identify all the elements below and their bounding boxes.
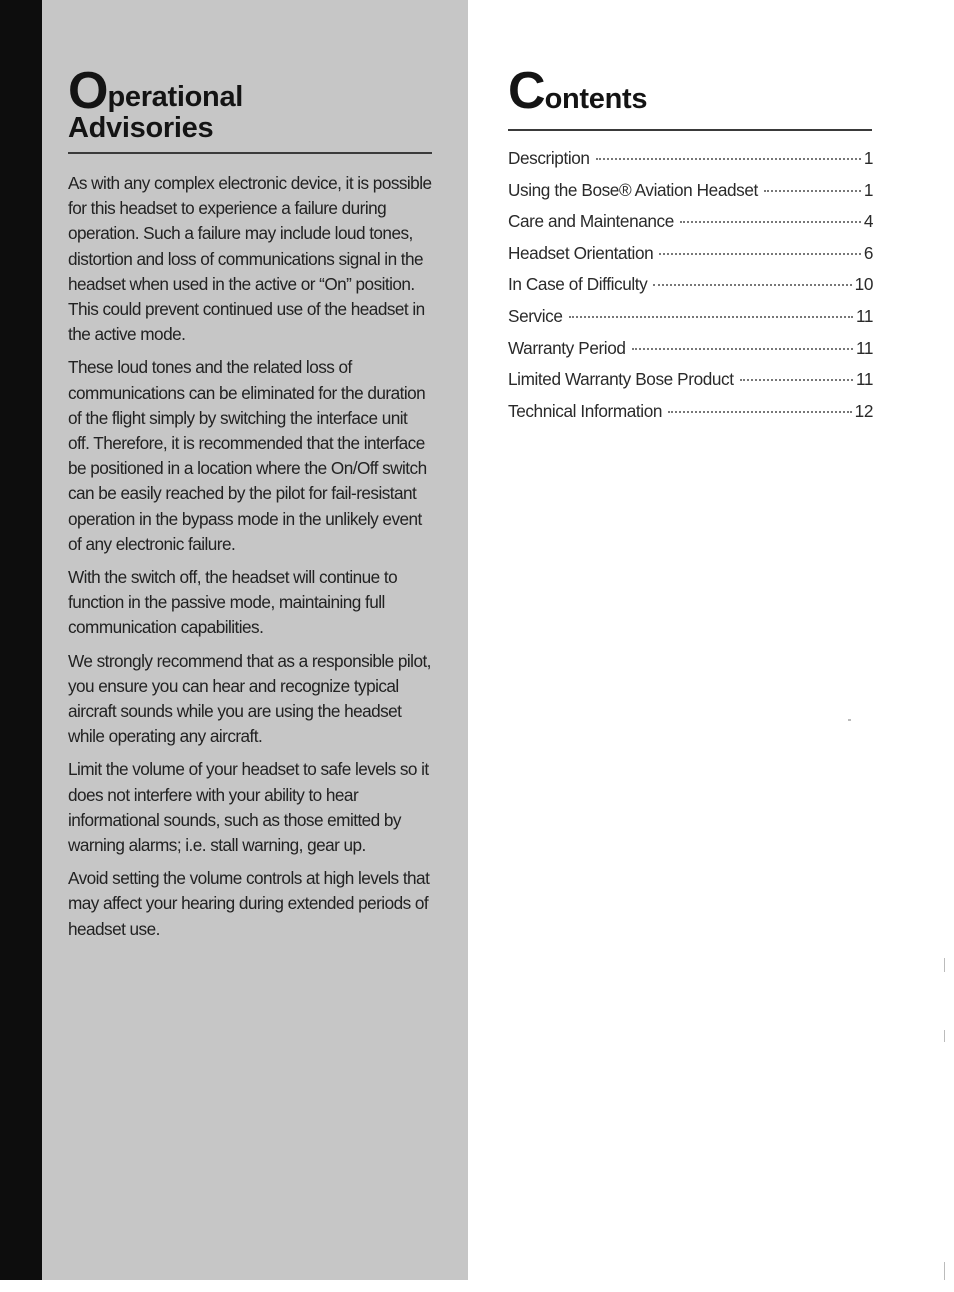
- advisory-paragraph: With the switch off, the headset will continue to function in the passive mode, maintaining full communication capabilities.: [68, 567, 398, 638]
- advisories-heading-rest: perational: [107, 81, 244, 113]
- toc-entry[interactable]: [508, 306, 873, 338]
- contents-heading-initial: C: [508, 62, 545, 120]
- advisory-paragraph: Avoid setting the volume controls at high levels that may affect your hearing during extended periods of headset use.: [68, 868, 430, 939]
- toc-entry[interactable]: [508, 274, 873, 306]
- toc-entry-page: 11: [855, 337, 873, 358]
- toc-leader-dots: [740, 379, 853, 381]
- toc-leader-dots: [596, 158, 861, 160]
- toc-entry-title: Using the Bose® Aviation Headset: [508, 179, 758, 200]
- toc-entry[interactable]: [508, 148, 873, 180]
- advisories-body: [68, 171, 432, 942]
- advisory-paragraph: We strongly recommend that as a responsible pilot, you ensure you can hear and recognize typical aircraft sounds while you are using the headset while operating any aircraft.: [68, 650, 431, 747]
- toc-entry[interactable]: [508, 180, 873, 212]
- toc-entry-title: Care and Maintenance: [508, 211, 674, 232]
- toc-entry-page: 6: [863, 242, 873, 263]
- contents-heading-line: [508, 62, 873, 120]
- scan-mark: [848, 719, 851, 721]
- toc-leader-dots: [659, 253, 861, 255]
- contents-heading: [508, 62, 873, 120]
- advisory-paragraph: These loud tones and the related loss of communications can be eliminated for the duration of the flight simply by switching the interface unit off. Therefore, it is recommended that the interface be positioned in a location where the On/Off switch can be easily reached by the pilot for fail-resistant operation in the bypass mode in the unlikely event of any electronic failure.: [68, 357, 427, 554]
- scan-mark: [944, 958, 945, 972]
- black-edge-bar: [0, 0, 42, 1280]
- advisories-heading-line2: Advisories: [68, 112, 214, 144]
- advisory-paragraph: As with any complex electronic device, it is possible for this headset to experience a failure during operation. Such a failure may include loud tones, distortion and loss of communications signal in the headset when used in the active or “On” position. This could prevent continued use of the headset in the active mode.: [68, 173, 432, 345]
- contents-divider: [508, 129, 872, 131]
- scan-mark: [944, 1262, 945, 1280]
- toc-entry[interactable]: [508, 211, 873, 243]
- toc-entry-title: Warranty Period: [508, 337, 626, 358]
- advisories-heading: [68, 62, 432, 144]
- toc-entry-page: 12: [854, 400, 873, 421]
- toc-leader-dots: [764, 190, 861, 192]
- toc-entry-title: Technical Information: [508, 400, 663, 421]
- toc-entry-page: 11: [855, 305, 873, 326]
- toc-leader-dots: [680, 221, 861, 223]
- toc-entry[interactable]: [508, 369, 873, 401]
- toc-entry-title: Service: [508, 305, 563, 326]
- advisory-paragraph: Limit the volume of your headset to safe levels so it does not interfere with your ability to hear informational sounds, such as those emitted by warning alarms; i.e. stall warning, gear up.: [68, 759, 429, 856]
- scan-mark: [944, 1030, 945, 1042]
- advisories-divider: [68, 152, 432, 154]
- toc-entry-title: Limited Warranty Bose Product: [508, 369, 734, 390]
- toc-entry-page: 1: [863, 148, 873, 168]
- toc-entry-page: 4: [863, 211, 873, 232]
- contents-list: [508, 148, 873, 432]
- toc-leader-dots: [632, 348, 853, 350]
- contents-column: [508, 62, 873, 432]
- toc-entry-title: Description: [508, 148, 590, 168]
- advisories-heading-line1: [68, 62, 432, 120]
- toc-entry-title: Headset Orientation: [508, 242, 654, 263]
- toc-entry-page: 1: [863, 179, 873, 200]
- toc-entry-page: 11: [855, 369, 873, 390]
- advisories-column: [68, 62, 432, 950]
- toc-leader-dots: [653, 284, 851, 286]
- toc-entry[interactable]: [508, 243, 873, 275]
- contents-heading-rest: ontents: [544, 83, 648, 115]
- toc-leader-dots: [668, 411, 852, 413]
- toc-entry[interactable]: [508, 338, 873, 370]
- toc-leader-dots: [569, 316, 853, 318]
- toc-entry-title: In Case of Difficulty: [508, 274, 648, 295]
- toc-entry-page: 10: [854, 274, 873, 295]
- advisories-heading-initial: O: [68, 62, 108, 120]
- toc-entry[interactable]: [508, 401, 873, 433]
